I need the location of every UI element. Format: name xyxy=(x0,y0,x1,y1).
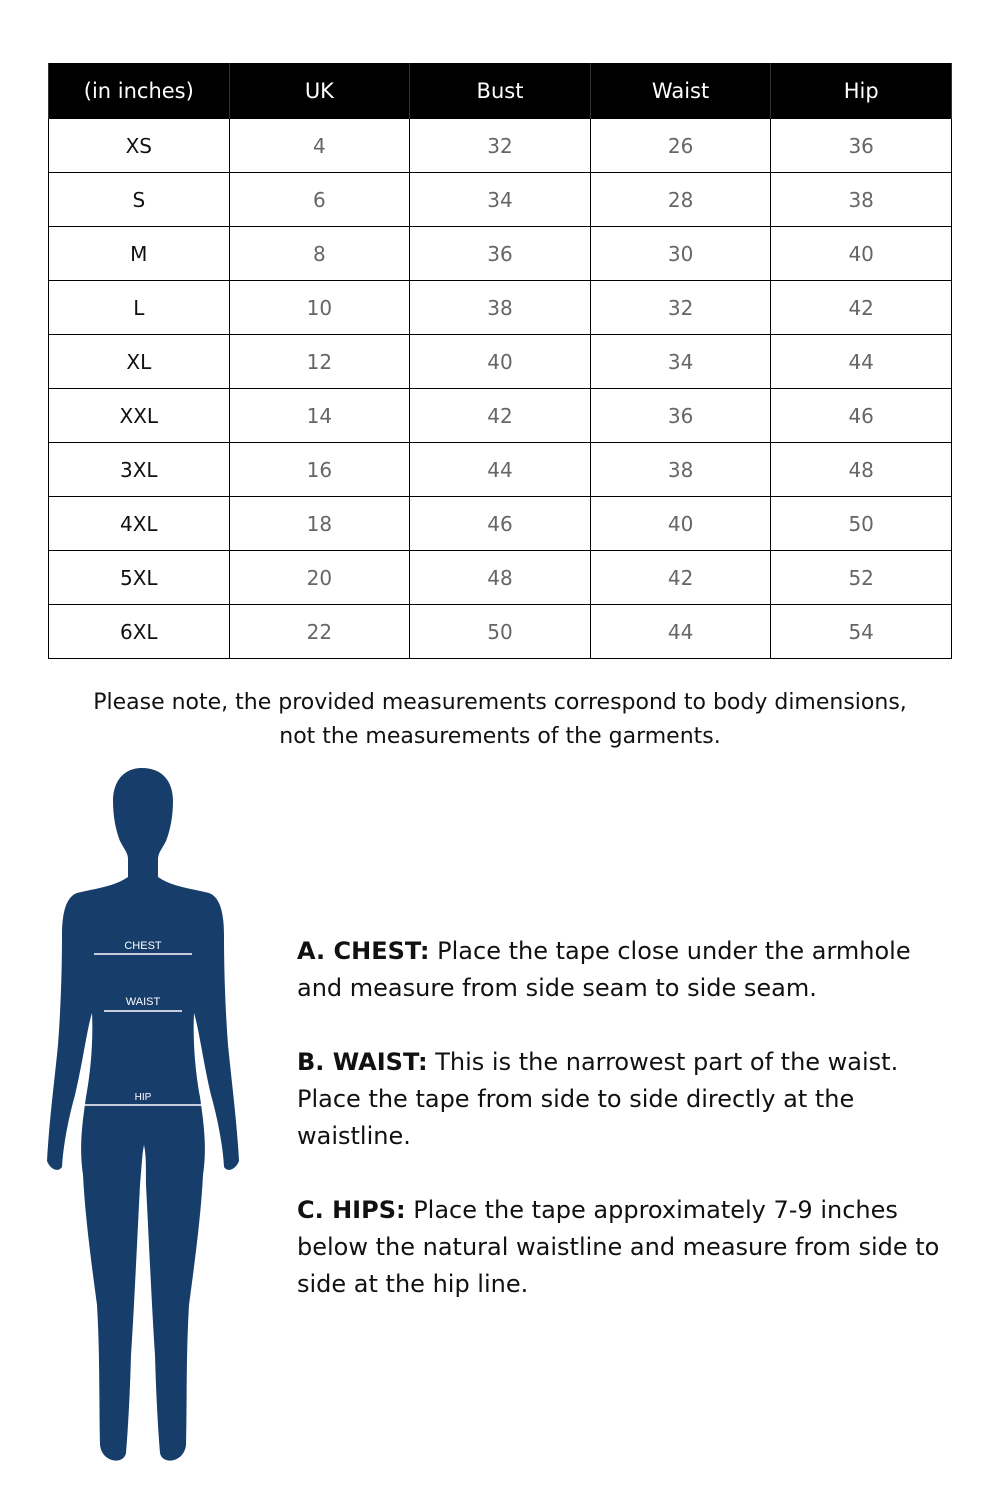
instruction-waist-text: This is the narrowest part of the waist. Place the tape from side to side directly at the waistline. xyxy=(297,1048,899,1150)
cell-hip: 40 xyxy=(771,227,952,281)
cell-uk: 12 xyxy=(229,335,410,389)
table-header-row xyxy=(49,63,952,119)
cell-uk: 14 xyxy=(229,389,410,443)
cell-size: S xyxy=(49,173,230,227)
header-cell-bust: Bust xyxy=(410,63,591,119)
cell-hip: 42 xyxy=(771,281,952,335)
header-cell-uk: UK xyxy=(229,63,410,119)
cell-hip: 46 xyxy=(771,389,952,443)
cell-uk: 20 xyxy=(229,551,410,605)
cell-waist: 44 xyxy=(590,605,771,659)
table-row xyxy=(49,605,952,659)
measurement-note: Please note, the provided measurements correspond to body dimensions, not the measurements of the garments. xyxy=(93,690,907,749)
chest-label: CHEST xyxy=(124,940,162,952)
table-row xyxy=(49,443,952,497)
cell-size: 5XL xyxy=(49,551,230,605)
cell-hip: 52 xyxy=(771,551,952,605)
cell-waist: 42 xyxy=(590,551,771,605)
cell-bust: 32 xyxy=(410,119,591,173)
cell-waist: 38 xyxy=(590,443,771,497)
instruction-hips-title: C. HIPS: xyxy=(297,1196,406,1224)
cell-uk: 22 xyxy=(229,605,410,659)
table-header xyxy=(49,63,952,119)
cell-bust: 44 xyxy=(410,443,591,497)
body-silhouette-figure xyxy=(40,765,245,1470)
cell-size: M xyxy=(49,227,230,281)
cell-waist: 34 xyxy=(590,335,771,389)
cell-hip: 54 xyxy=(771,605,952,659)
instruction-hips xyxy=(297,1192,947,1303)
measurement-instructions xyxy=(297,933,947,1340)
table-row xyxy=(49,281,952,335)
header-cell-waist: Waist xyxy=(590,63,771,119)
cell-bust: 36 xyxy=(410,227,591,281)
instruction-hips-text: Place the tape approximately 7-9 inches below the natural waistline and measure from side to side at the hip line. xyxy=(297,1196,940,1298)
cell-hip: 50 xyxy=(771,497,952,551)
cell-bust: 48 xyxy=(410,551,591,605)
body-silhouette xyxy=(47,768,239,1461)
table-row xyxy=(49,119,952,173)
instruction-waist xyxy=(297,1044,947,1155)
cell-hip: 44 xyxy=(771,335,952,389)
cell-size: XS xyxy=(49,119,230,173)
cell-size: 3XL xyxy=(49,443,230,497)
cell-uk: 4 xyxy=(229,119,410,173)
table-row xyxy=(49,551,952,605)
cell-hip: 36 xyxy=(771,119,952,173)
cell-bust: 46 xyxy=(410,497,591,551)
cell-bust: 50 xyxy=(410,605,591,659)
cell-hip: 48 xyxy=(771,443,952,497)
cell-bust: 42 xyxy=(410,389,591,443)
table-row xyxy=(49,497,952,551)
size-chart-table xyxy=(48,63,952,659)
instruction-chest-text: Place the tape close under the armhole and measure from side seam to side seam. xyxy=(297,937,911,1002)
cell-uk: 16 xyxy=(229,443,410,497)
cell-uk: 6 xyxy=(229,173,410,227)
cell-waist: 40 xyxy=(590,497,771,551)
cell-size: XXL xyxy=(49,389,230,443)
cell-waist: 36 xyxy=(590,389,771,443)
cell-size: XL xyxy=(49,335,230,389)
table-body xyxy=(49,119,952,659)
table-row xyxy=(49,335,952,389)
table-row xyxy=(49,227,952,281)
hip-label: HIP xyxy=(134,1092,152,1103)
cell-waist: 32 xyxy=(590,281,771,335)
cell-size: L xyxy=(49,281,230,335)
cell-uk: 10 xyxy=(229,281,410,335)
cell-bust: 34 xyxy=(410,173,591,227)
instruction-waist-title: B. WAIST: xyxy=(297,1048,428,1076)
table-row xyxy=(49,173,952,227)
cell-waist: 26 xyxy=(590,119,771,173)
cell-hip: 38 xyxy=(771,173,952,227)
header-cell-units: (in inches) xyxy=(49,63,230,119)
waist-label: WAIST xyxy=(125,996,161,1008)
header-cell-hip: Hip xyxy=(771,63,952,119)
instruction-chest xyxy=(297,933,947,1007)
cell-uk: 8 xyxy=(229,227,410,281)
cell-bust: 38 xyxy=(410,281,591,335)
cell-uk: 18 xyxy=(229,497,410,551)
cell-bust: 40 xyxy=(410,335,591,389)
cell-waist: 30 xyxy=(590,227,771,281)
cell-waist: 28 xyxy=(590,173,771,227)
table-row xyxy=(49,389,952,443)
cell-size: 6XL xyxy=(49,605,230,659)
instruction-chest-title: A. CHEST: xyxy=(297,937,430,965)
cell-size: 4XL xyxy=(49,497,230,551)
